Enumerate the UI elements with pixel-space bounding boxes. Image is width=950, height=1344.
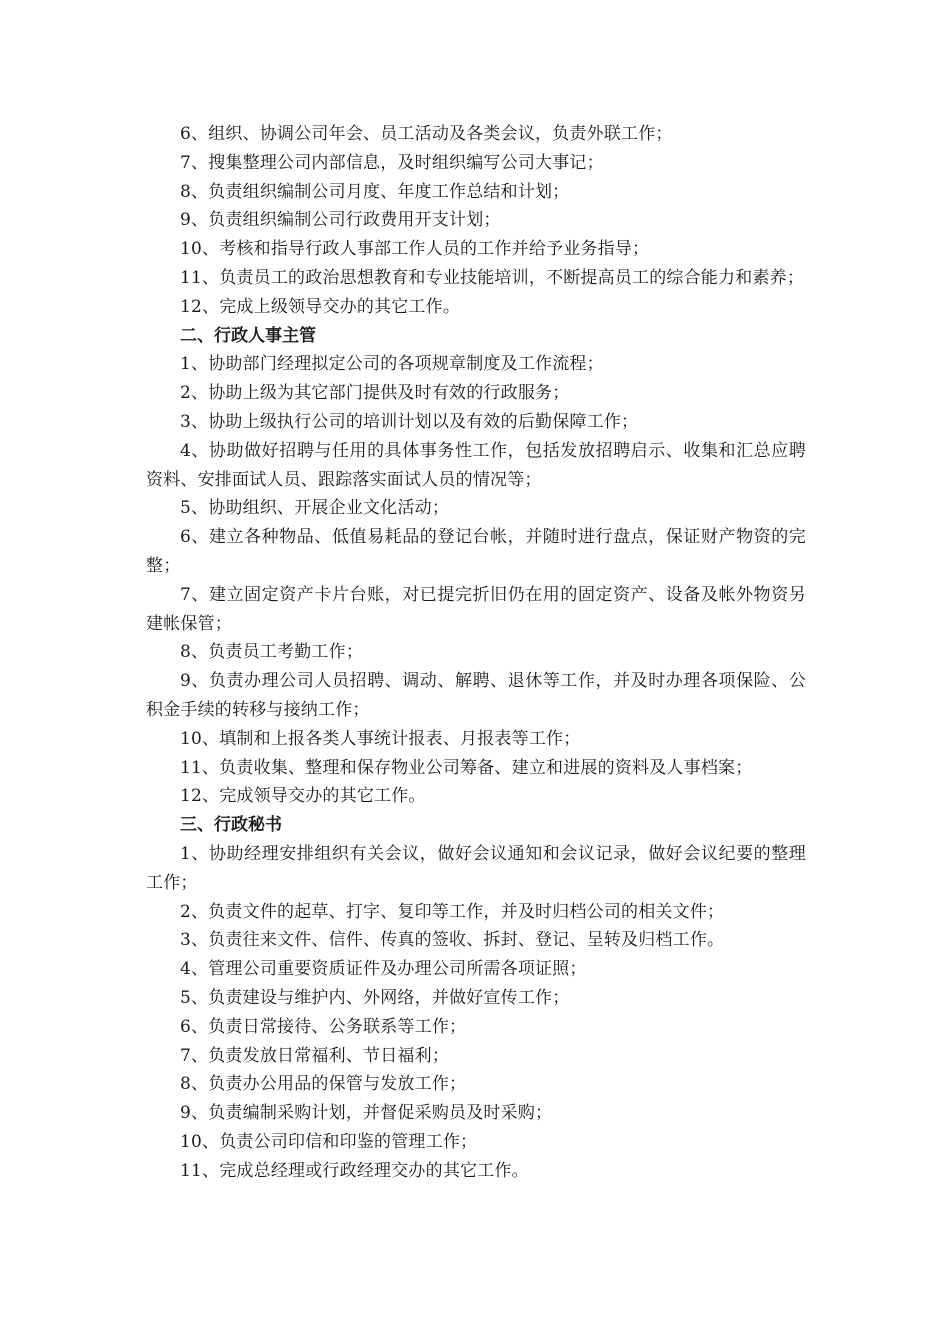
list-item: 12、完成上级领导交办的其它工作。 <box>180 296 461 317</box>
list-item: 4、协助做好招聘与任用的具体事务性工作，包括发放招聘启示、收集和汇总应聘资料、安排面试人员、跟踪落实面试人员的情况等； <box>146 440 806 490</box>
list-item: 11、完成总经理或行政经理交办的其它工作。 <box>180 1160 529 1181</box>
list-item: 7、建立固定资产卡片台账，对已提完折旧仍在用的固定资产、设备及帐外物资另建帐保管； <box>146 584 806 634</box>
list-item: 6、建立各种物品、低值易耗品的登记台帐，并随时进行盘点，保证财产物资的完整； <box>146 527 806 576</box>
list-item: 9、负责组织编制公司行政费用开支计划； <box>180 210 501 231</box>
list-item: 3、协助上级执行公司的培训计划以及有效的后勤保障工作； <box>180 411 639 432</box>
list-item: 7、负责发放日常福利、节日福利； <box>180 1045 450 1066</box>
list-item: 2、协助上级为其它部门提供及时有效的行政服务； <box>180 383 570 404</box>
list-item: 8、负责员工考勤工作； <box>180 642 364 663</box>
list-item: 3、负责往来文件、信件、传真的签收、拆封、登记、呈转及归档工作。 <box>180 930 725 951</box>
list-item: 10、填制和上报各类人事统计报表、月报表等工作； <box>180 728 581 749</box>
list-item: 5、负责建设与维护内、外网络，并做好宣传工作； <box>180 987 570 1008</box>
list-item: 8、负责组织编制公司月度、年度工作总结和计划； <box>180 181 570 202</box>
list-item: 1、协助部门经理拟定公司的各项规章制度及工作流程； <box>180 354 604 375</box>
list-item: 10、负责公司印信和印鉴的管理工作； <box>180 1131 478 1152</box>
section-heading-admin-hr-supervisor: 二、行政人事主管 <box>180 325 316 346</box>
list-item: 4、管理公司重要资质证件及办理公司所需各项证照； <box>180 959 587 980</box>
list-item: 11、负责员工的政治思想教育和专业技能培训，不断提高员工的综合能力和素养； <box>180 267 805 288</box>
list-item: 12、完成领导交办的其它工作。 <box>180 786 426 807</box>
list-item: 9、负责编制采购计划，并督促采购员及时采购； <box>180 1103 553 1124</box>
list-item: 11、负责收集、整理和保存物业公司筹备、建立和进展的资料及人事档案； <box>180 757 753 778</box>
list-item: 10、考核和指导行政人事部工作人员的工作并给予业务指导； <box>180 239 650 260</box>
list-item: 7、搜集整理公司内部信息，及时组织编写公司大事记； <box>180 152 604 173</box>
list-item: 9、负责办理公司人员招聘、调动、解聘、退休等工作，并及时办理各项保险、公积金手续的转移与接纳工作； <box>146 671 806 720</box>
list-item: 6、负责日常接待、公务联系等工作； <box>180 1016 467 1037</box>
list-item: 1、协助经理安排组织有关会议，做好会议通知和会议记录，做好会议纪要的整理工作； <box>146 843 806 893</box>
section-heading-admin-secretary: 三、行政秘书 <box>180 815 282 836</box>
list-item: 2、负责文件的起草、打字、复印等工作，并及时归档公司的相关文件； <box>180 901 725 922</box>
list-item: 5、协助组织、开展企业文化活动； <box>180 498 450 519</box>
list-item: 8、负责办公用品的保管与发放工作； <box>180 1074 467 1095</box>
list-item: 6、组织、协调公司年会、员工活动及各类会议，负责外联工作； <box>180 124 673 144</box>
document-body <box>146 120 806 1185</box>
